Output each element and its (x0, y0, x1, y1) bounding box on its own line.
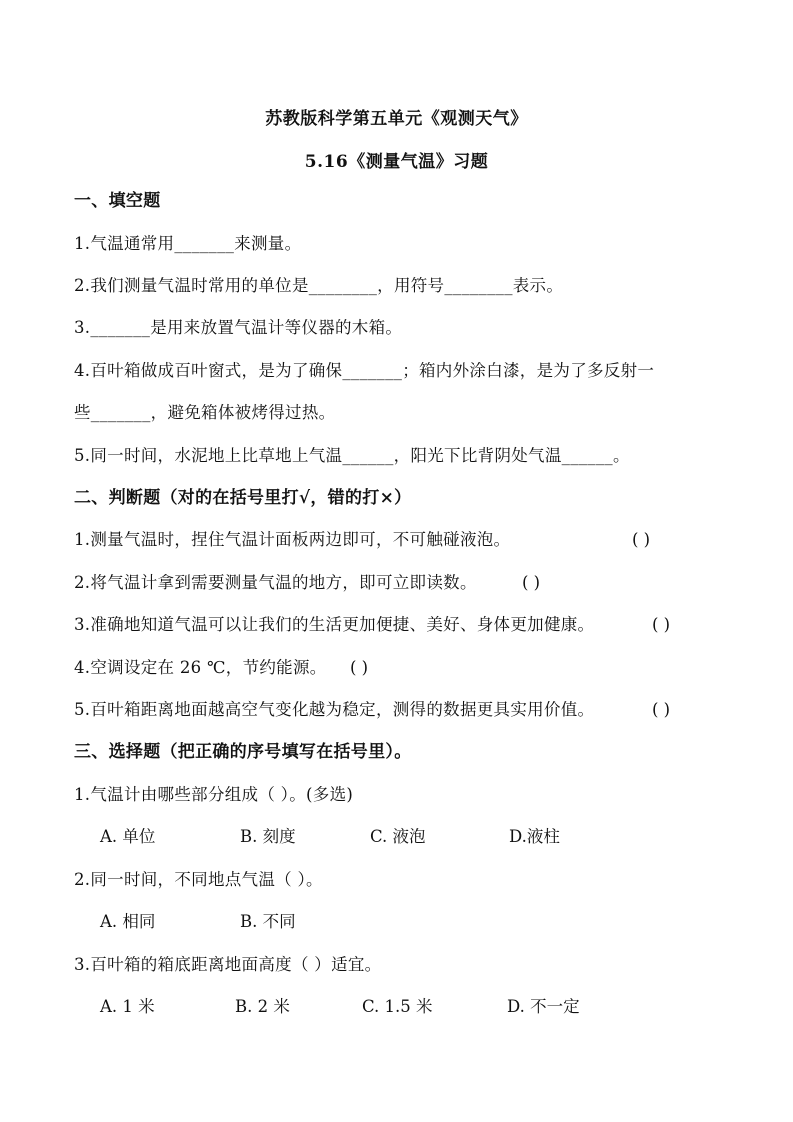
choice-q1-option-d: D.液柱 (509, 827, 560, 846)
choice-q2-option-a: A. 相同 (100, 912, 156, 931)
judge-question-5: 5.百叶箱距离地面越高空气变化越为稳定，测得的数据更具实用价值。 (74, 700, 595, 719)
choice-q2-option-b: B. 不同 (240, 912, 296, 931)
choice-q3-option-c: C. 1.5 米 (362, 997, 433, 1016)
judge-answer-bracket-4: ( ) (350, 658, 369, 677)
choice-q3-option-a: A. 1 米 (100, 997, 155, 1016)
section-heading-fill: 一、填空题 (74, 191, 161, 211)
judge-answer-bracket-5: ( ) (652, 700, 671, 719)
choice-question-1: 1.气温计由哪些部分组成（ ）。(多选) (74, 785, 354, 804)
judge-answer-bracket-3: ( ) (652, 615, 671, 634)
choice-q3-option-b: B. 2 米 (235, 997, 290, 1016)
fill-question-1: 1.气温通常用_______来测量。 (74, 234, 302, 253)
fill-question-4-cont: 些_______，避免箱体被烤得过热。 (74, 403, 336, 422)
fill-question-5: 5.同一时间，水泥地上比草地上气温______，阳光下比背阴处气温______。 (74, 446, 630, 465)
page-title: 苏教版科学第五单元《观测天气》 (265, 109, 528, 129)
fill-question-2: 2.我们测量气温时常用的单位是________，用符号________表示。 (74, 276, 564, 295)
fill-question-4: 4.百叶箱做成百叶窗式，是为了确保_______；箱内外涂白漆，是为了多反射一 (74, 361, 655, 380)
choice-q3-option-d: D. 不一定 (507, 997, 580, 1016)
choice-q1-option-b: B. 刻度 (240, 827, 296, 846)
choice-question-2: 2.同一时间，不同地点气温（ ）。 (74, 870, 323, 889)
judge-answer-bracket-1: ( ) (632, 530, 651, 549)
fill-question-3: 3._______是用来放置气温计等仪器的木箱。 (74, 318, 403, 337)
choice-q1-option-c: C. 液泡 (370, 827, 426, 846)
judge-question-4: 4.空调设定在 26 ℃，节约能源。 (74, 658, 327, 677)
choice-q1-option-a: A. 单位 (100, 827, 156, 846)
section-heading-choice: 三、选择题（把正确的序号填写在括号里）。 (74, 742, 412, 762)
judge-question-2: 2.将气温计拿到需要测量气温的地方，即可立即读数。 (74, 573, 477, 592)
section-heading-judge: 二、判断题（对的在括号里打√，错的打×） (74, 488, 412, 508)
judge-question-1: 1.测量气温时，捏住气温计面板两边即可，不可触碰液泡。 (74, 530, 511, 549)
judge-answer-bracket-2: ( ) (522, 573, 541, 592)
judge-question-3: 3.准确地知道气温可以让我们的生活更加便捷、美好、身体更加健康。 (74, 615, 595, 634)
page-subtitle: 5.16《测量气温》习题 (304, 152, 489, 172)
choice-question-3: 3.百叶箱的箱底距离地面高度（ ）适宜。 (74, 955, 382, 974)
